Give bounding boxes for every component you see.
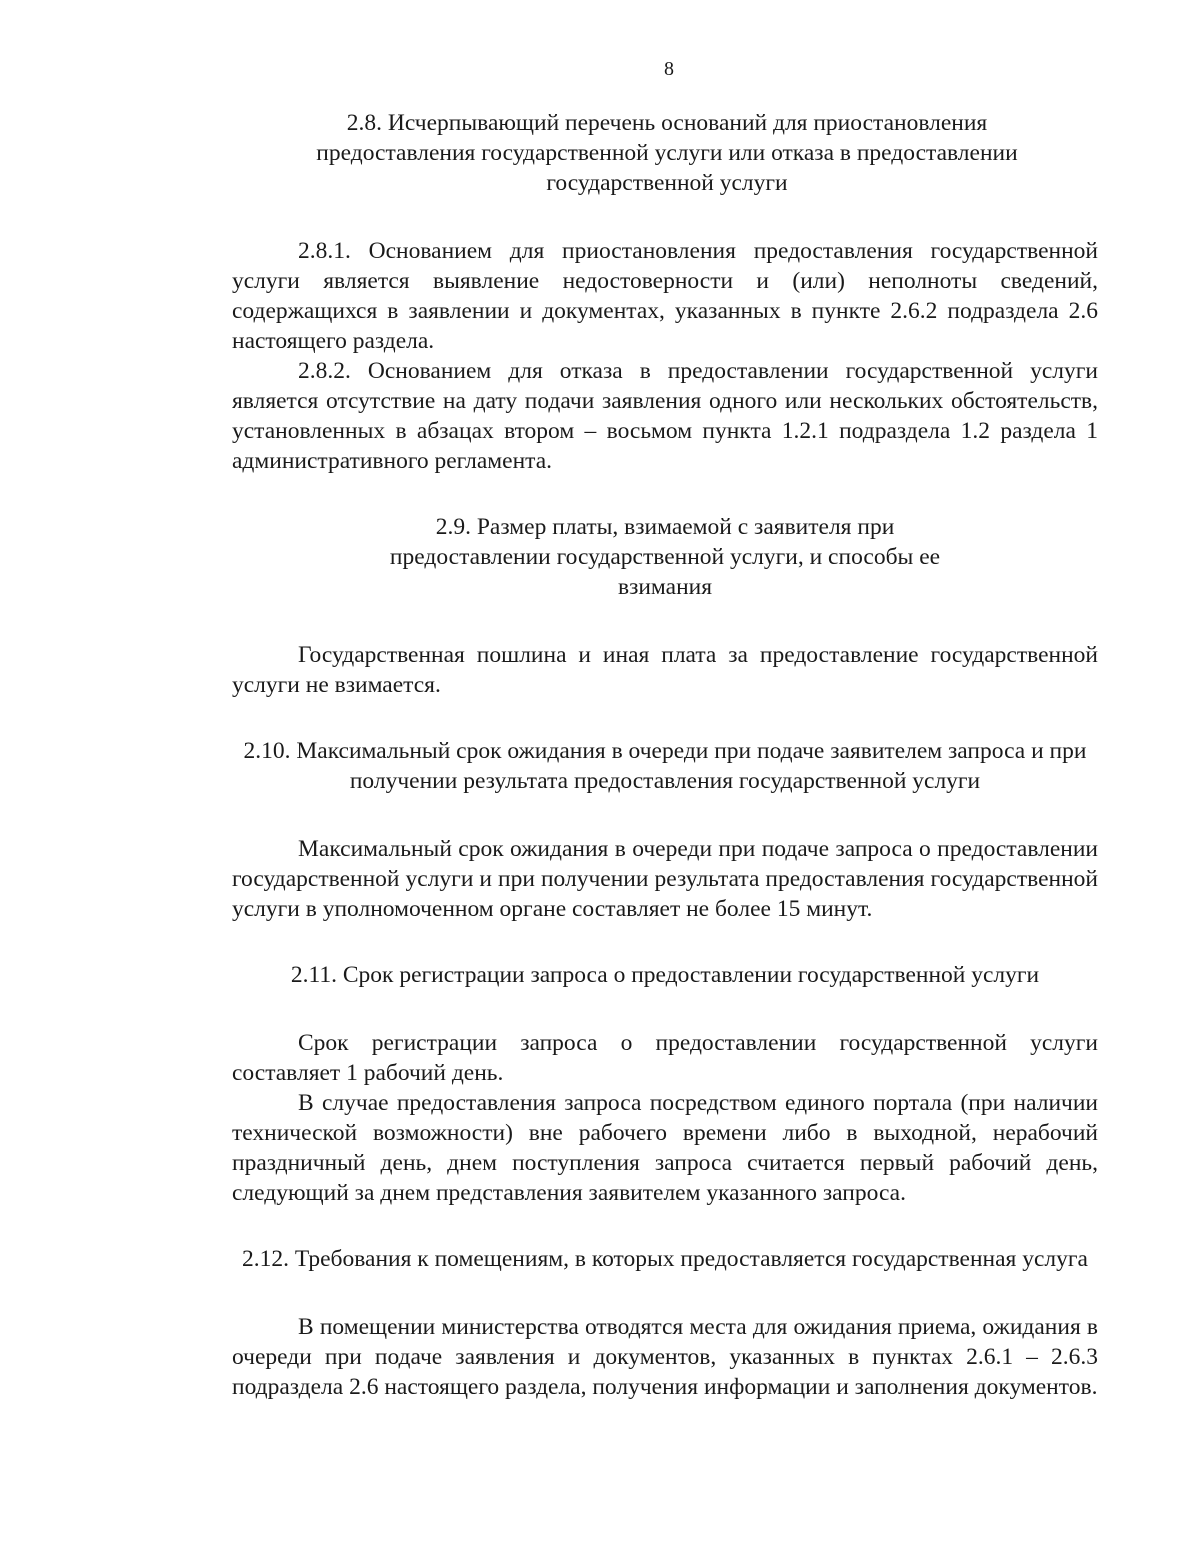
document-body [232, 108, 1098, 1402]
section-heading: 2.11. Срок регистрации запроса о предоставлении государственной услуги [290, 962, 1040, 988]
paragraph: Максимальный срок ожидания в очереди при подаче запроса о предоставлении государственной услуги и при получении результата предоставления государственной услуги в уполномоченном органе составляет не более 15 минут. [232, 836, 1098, 922]
paragraph: В помещении министерства отводятся места для ожидания приема, ожидания в очереди при подаче заявления и документов, указанных в пунктах 2.6.1 – 2.6.3 подраздела 2.6 настоящего раздела, получения информации и заполнения документов. [232, 1314, 1098, 1400]
section-2-8 [232, 108, 1098, 476]
page-number: 8 [664, 58, 674, 80]
paragraph: 2.8.1. Основанием для приостановления предоставления государственной услуги является выявление недостоверности и (или) неполноты сведений, содержащихся в заявлении и документах, указанных в пункте 2.6.2 подраздела 2.6 настоящего раздела. [232, 238, 1098, 354]
section-heading: 2.10. Максимальный срок ожидания в очереди при подаче заявителем запроса и при получении результата предоставления государственной услуги [243, 738, 1087, 794]
paragraph: В случае предоставления запроса посредством единого портала (при наличии технической возможности) вне рабочего времени либо в выходной, нерабочий праздничный день, днем поступления запроса считается первый рабочий день, следующий за днем представления заявителем указанного запроса. [232, 1090, 1098, 1206]
section-2-12 [232, 1244, 1098, 1402]
section-2-9 [232, 512, 1098, 700]
paragraph: 2.8.2. Основанием для отказа в предоставлении государственной услуги является отсутствие на дату подачи заявления одного или нескольких обстоятельств, установленных в абзацах втором – восьмом пункта 1.2.1 подраздела 1.2 раздела 1 административного регламента. [232, 358, 1098, 474]
section-2-11 [232, 960, 1098, 1208]
section-heading: 2.9. Размер платы, взимаемой с заявителя при предоставлении государственной услуги, и способы ее взимания [389, 514, 941, 600]
section-heading: 2.8. Исчерпывающий перечень оснований для приостановления предоставления государственной услуги или отказа в предоставлении государственной услуги [316, 110, 1018, 196]
paragraph: Срок регистрации запроса о предоставлении государственной услуги составляет 1 рабочий день. [232, 1030, 1098, 1086]
section-heading: 2.12. Требования к помещениям, в которых предоставляется государственная услуга [242, 1246, 1088, 1272]
paragraph: Государственная пошлина и иная плата за предоставление государственной услуги не взимается. [232, 642, 1098, 698]
section-2-10 [232, 736, 1098, 924]
